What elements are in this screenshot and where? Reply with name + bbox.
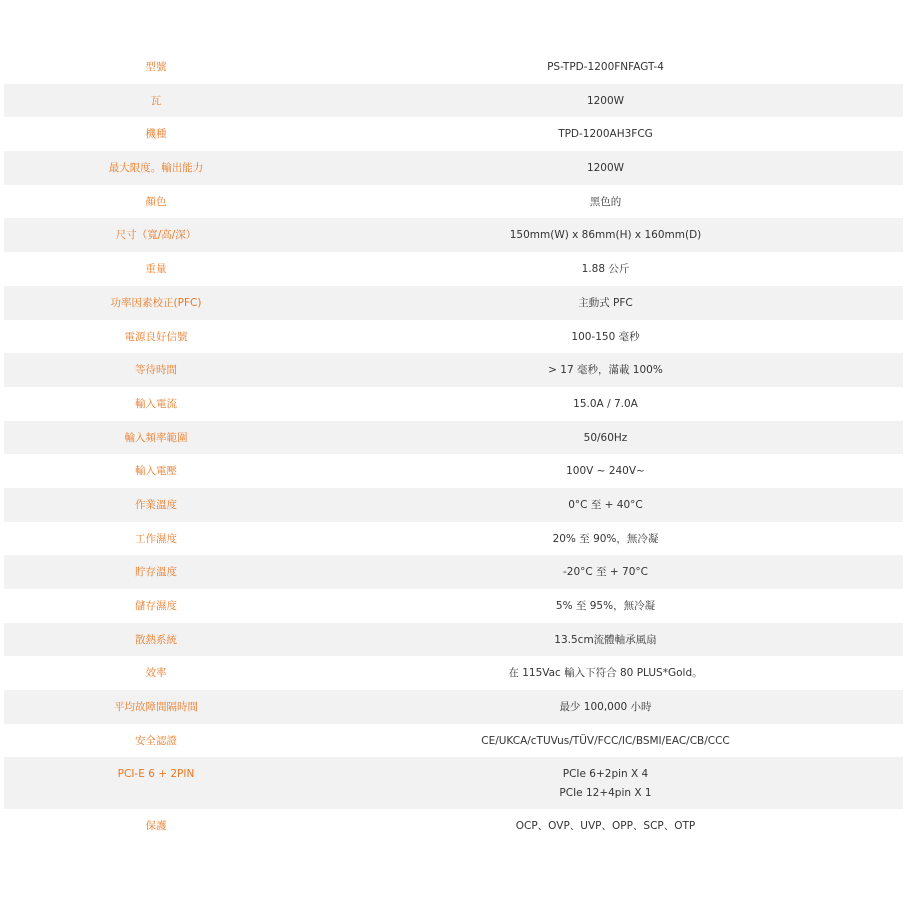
spec-label: 電源良好信號 <box>124 330 188 343</box>
spec-row <box>4 185 903 219</box>
spec-label: 輸入頻率範圍 <box>124 431 188 444</box>
spec-table <box>4 50 903 843</box>
spec-row <box>4 151 903 185</box>
spec-value <box>308 432 903 445</box>
spec-value-line: 15.0A / 7.0A <box>573 397 638 410</box>
spec-value <box>308 465 903 478</box>
spec-row <box>4 353 903 387</box>
spec-value <box>308 735 903 748</box>
spec-value-line: 黑色的 <box>589 195 622 208</box>
spec-label: 瓦 <box>150 94 162 107</box>
spec-value-line: PCIe 6+2pin X 4 <box>562 768 649 781</box>
spec-value-line: 0°C 至 + 40°C <box>568 498 643 511</box>
spec-value <box>308 162 903 175</box>
spec-value <box>308 398 903 411</box>
spec-label: 安全認證 <box>135 734 177 747</box>
spec-value <box>308 331 903 344</box>
spec-row <box>4 555 903 589</box>
spec-value <box>308 701 903 714</box>
spec-label: 等待時間 <box>135 364 177 377</box>
spec-row <box>4 117 903 151</box>
spec-value-line: 主動式 PFC <box>578 296 633 309</box>
spec-row <box>4 488 903 522</box>
spec-row <box>4 454 903 488</box>
spec-label: 顏色 <box>145 195 167 208</box>
spec-label: 散熱系統 <box>135 633 177 646</box>
spec-value <box>308 263 903 276</box>
spec-label: 儲存濕度 <box>135 600 177 612</box>
spec-value-line: 1.88 公斤 <box>581 263 630 276</box>
spec-row <box>4 84 903 118</box>
spec-value-line: 5% 至 95%，無冷凝 <box>555 600 656 612</box>
spec-value <box>308 364 903 377</box>
spec-row <box>4 286 903 320</box>
spec-row <box>4 656 903 690</box>
spec-label: 作業溫度 <box>135 498 177 511</box>
spec-row <box>4 690 903 724</box>
spec-label: 工作濕度 <box>135 532 177 545</box>
spec-value-line: -20°C 至 + 70°C <box>563 566 648 579</box>
spec-label: 輸入電流 <box>135 397 177 410</box>
spec-value-line: 在 115Vac 輸入下符合 80 PLUS*Gold。 <box>508 667 703 680</box>
spec-value-line: 20% 至 90%，無冷凝 <box>552 532 659 545</box>
spec-value <box>308 61 903 74</box>
spec-row <box>4 421 903 455</box>
spec-value <box>308 820 903 833</box>
spec-value-line: 1200W <box>586 94 625 107</box>
spec-row <box>4 589 903 623</box>
spec-label: 尺寸（寬/高/深） <box>115 229 197 242</box>
spec-label: 最大限度。輸出能力 <box>108 162 204 175</box>
spec-row <box>4 387 903 421</box>
spec-value <box>308 297 903 310</box>
spec-value <box>308 128 903 141</box>
spec-label: 效率 <box>145 667 167 680</box>
spec-row <box>4 757 903 809</box>
spec-value-line: TPD-1200AH3FCG <box>558 128 653 141</box>
spec-value-line: 100-150 毫秒 <box>571 330 640 343</box>
spec-value <box>308 768 903 800</box>
spec-value-line: OCP、OVP、UVP、OPP、SCP、OTP <box>515 820 696 833</box>
spec-row <box>4 809 903 843</box>
spec-value <box>308 566 903 579</box>
spec-value-line: 13.5cm流體軸承風扇 <box>554 633 657 646</box>
spec-value <box>308 229 903 242</box>
spec-value <box>308 634 903 647</box>
spec-label: 輸入電壓 <box>135 465 177 478</box>
spec-value <box>308 600 903 613</box>
spec-value-line: PS-TPD-1200FNFAGT-4 <box>547 61 664 73</box>
spec-row <box>4 50 903 84</box>
spec-value <box>308 95 903 108</box>
spec-value-line: 最少 100,000 小時 <box>559 701 652 714</box>
spec-value <box>308 667 903 680</box>
spec-row <box>4 320 903 354</box>
spec-row <box>4 623 903 657</box>
spec-label: 平均故障間隔時間 <box>114 701 198 714</box>
spec-label: PCI-E 6 + 2PIN <box>117 768 195 781</box>
spec-label: 保護 <box>145 820 167 833</box>
spec-value-line: 50/60Hz <box>583 431 628 444</box>
spec-value-line: CE/UKCA/cTUVus/TÜV/FCC/IC/BSMI/EAC/CB/CCC <box>481 734 730 747</box>
spec-value <box>308 196 903 209</box>
spec-value-line: 150mm(W) x 86mm(H) x 160mm(D) <box>509 229 702 242</box>
spec-label: 功率因素校正(PFC) <box>110 296 202 309</box>
spec-value-line: 100V ~ 240V~ <box>566 465 645 478</box>
spec-value-line: PCIe 12+4pin X 1 <box>559 787 652 800</box>
spec-row <box>4 252 903 286</box>
spec-label: 貯存溫度 <box>135 566 177 579</box>
spec-row <box>4 522 903 556</box>
spec-value <box>308 533 903 546</box>
spec-label: 機種 <box>145 128 167 141</box>
spec-label: 重量 <box>145 263 167 276</box>
spec-row <box>4 218 903 252</box>
spec-value <box>308 499 903 512</box>
spec-value-line: 1200W <box>586 162 625 175</box>
spec-row <box>4 724 903 758</box>
spec-label: 型號 <box>145 61 167 73</box>
spec-value-line: > 17 毫秒，滿載 100% <box>548 364 663 377</box>
